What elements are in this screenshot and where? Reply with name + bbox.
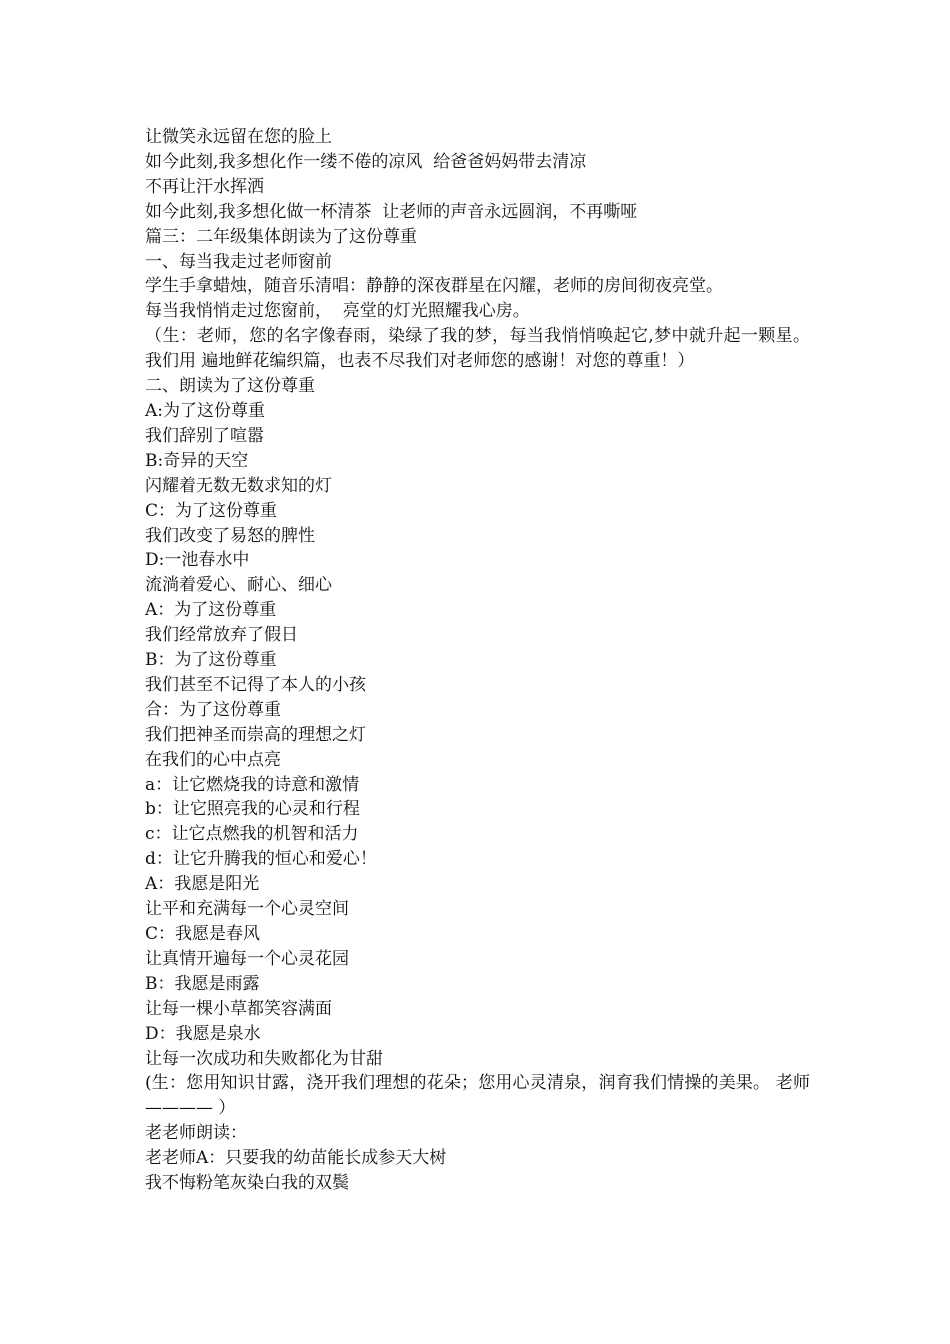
text-line: 让真情开遍每一个心灵花园 — [145, 948, 349, 969]
text-line: 不再让汗水挥洒 — [145, 176, 264, 197]
text-line: 让每一棵小草都笑容满面 — [145, 998, 332, 1019]
text-line: B：为了这份尊重 — [145, 650, 277, 671]
text-line: B：我愿是雨露 — [145, 973, 260, 994]
text-line: 老老师朗读： — [145, 1123, 247, 1144]
text-line: 流淌着爱心、耐心、细心 — [145, 575, 332, 596]
text-line: 学生手拿蜡烛，随音乐清唱：静静的深夜群星在闪耀，老师的房间彻夜亮堂。 — [145, 276, 723, 297]
text-line: 我们改变了易怒的脾性 — [145, 525, 315, 546]
text-line: c：让它点燃我的机智和活力 — [145, 824, 359, 845]
text-line: 让平和充满每一个心灵空间 — [145, 899, 349, 920]
text-line: 在我们的心中点亮 — [145, 749, 281, 770]
student-recital-paragraph: （生：老师，您的名字像春雨，染绿了我的梦，每当我悄悄唤起它,梦中就升起一颗星。我们用 遍地鲜花编织篇，也表不尽我们对老师您的感谢！对您的尊重！） — [145, 326, 810, 372]
text-line: b：让它照亮我的心灵和行程 — [145, 799, 360, 820]
text-line: 我们辞别了喧嚣 — [145, 425, 264, 446]
document-body — [145, 125, 810, 1196]
text-line: D：我愿是泉水 — [145, 1023, 261, 1044]
text-line: 闪耀着无数无数求知的灯 — [145, 475, 332, 496]
text-line: a：让它燃烧我的诗意和激情 — [145, 774, 360, 795]
text-line: C：我愿是春风 — [145, 924, 261, 944]
text-line: 我们经常放弃了假日 — [145, 625, 298, 646]
text-line: 我不悔粉笔灰染白我的双鬓 — [145, 1173, 349, 1194]
text-line: 如今此刻,我多想化做一杯清茶 让老师的声音永远圆润，不再嘶哑 — [145, 201, 638, 222]
text-line: 如今此刻,我多想化作一缕不倦的凉风 给爸爸妈妈带去清凉 — [145, 151, 587, 172]
text-line: 合：为了这份尊重 — [145, 699, 281, 720]
subsection-heading: 二、朗读为了这份尊重 — [145, 376, 315, 397]
student-recital-paragraph: (生：您用知识甘露，浇开我们理想的花朵；您用心灵清泉，润育我们情操的美果。 老师———— ） — [145, 1073, 810, 1119]
section-heading: 篇三：二年级集体朗读为了这份尊重 — [145, 226, 417, 247]
text-line: 我们把神圣而崇高的理想之灯 — [145, 724, 366, 745]
text-line: A：我愿是阳光 — [145, 874, 260, 895]
text-line: 每当我悄悄走过您窗前， 亮堂的灯光照耀我心房。 — [145, 301, 530, 322]
text-line: 我们甚至不记得了本人的小孩 — [145, 674, 366, 695]
text-line: d：让它升腾我的恒心和爱心！ — [145, 849, 377, 870]
text-line: A：为了这份尊重 — [145, 600, 277, 621]
text-line: 老老师A：只要我的幼苗能长成参天大树 — [145, 1148, 447, 1169]
text-line: 让每一次成功和失败都化为甘甜 — [145, 1048, 383, 1069]
text-line: 让微笑永远留在您的脸上 — [145, 127, 332, 147]
text-line: D:一池春水中 — [145, 550, 250, 571]
text-line: C：为了这份尊重 — [145, 500, 278, 521]
subsection-heading: 一、每当我走过老师窗前 — [145, 251, 332, 272]
text-line: B:奇异的天空 — [145, 450, 249, 471]
text-line: A:为了这份尊重 — [145, 400, 266, 421]
